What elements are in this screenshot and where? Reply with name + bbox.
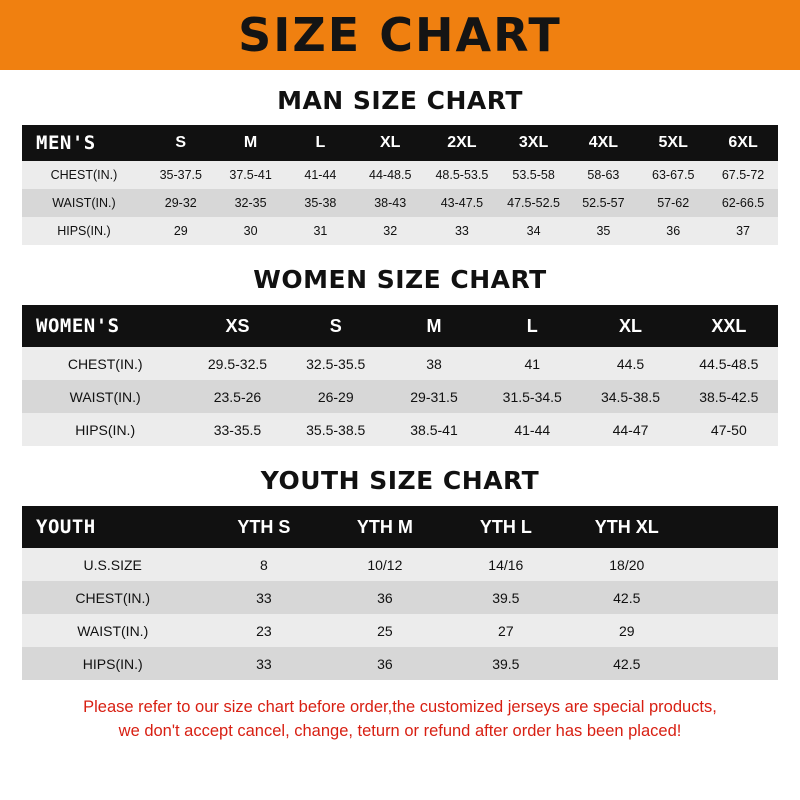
column-header: 3XL xyxy=(499,125,569,161)
table-cell: 36 xyxy=(324,647,445,680)
table-cell: 41 xyxy=(483,347,581,380)
column-header: S xyxy=(146,125,216,161)
table-cell: 29 xyxy=(566,614,687,647)
row-label: CHEST(IN.) xyxy=(22,161,146,189)
table-cell: 41-44 xyxy=(285,161,355,189)
row-label: HIPS(IN.) xyxy=(22,413,188,446)
content-area xyxy=(0,86,800,744)
table-cell: 33 xyxy=(425,217,499,245)
table-cell: 23 xyxy=(203,614,324,647)
row-label: WAIST(IN.) xyxy=(22,614,203,647)
table-cell-spacer xyxy=(687,548,778,581)
table-cell-spacer xyxy=(687,581,778,614)
column-header: L xyxy=(483,305,581,347)
youth-section-title: YOUTH SIZE CHART xyxy=(260,466,540,495)
table-row xyxy=(22,413,778,446)
column-header: XXL xyxy=(680,305,778,347)
column-header: L xyxy=(285,125,355,161)
page-title: SIZE CHART xyxy=(238,8,562,62)
table-cell: 29-32 xyxy=(146,189,216,217)
row-label: HIPS(IN.) xyxy=(22,647,203,680)
table-cell: 53.5-58 xyxy=(499,161,569,189)
column-header: YTH XL xyxy=(566,506,687,548)
table-cell: 58-63 xyxy=(568,161,638,189)
column-header: M xyxy=(385,305,483,347)
column-header: MEN'S xyxy=(22,125,146,161)
table-cell: 32.5-35.5 xyxy=(287,347,385,380)
row-label: CHEST(IN.) xyxy=(22,347,188,380)
table-cell: 57-62 xyxy=(638,189,708,217)
table-cell: 39.5 xyxy=(445,581,566,614)
table-row xyxy=(22,217,778,245)
table-row xyxy=(22,548,778,581)
table-cell: 31.5-34.5 xyxy=(483,380,581,413)
table-cell: 43-47.5 xyxy=(425,189,499,217)
table-cell: 38.5-42.5 xyxy=(680,380,778,413)
table-cell: 37 xyxy=(708,217,778,245)
table-row xyxy=(22,581,778,614)
table-cell: 35.5-38.5 xyxy=(287,413,385,446)
table-cell: 35-37.5 xyxy=(146,161,216,189)
table-cell: 47.5-52.5 xyxy=(499,189,569,217)
table-cell: 31 xyxy=(285,217,355,245)
man-section-title: MAN SIZE CHART xyxy=(277,86,523,115)
column-header: YTH M xyxy=(324,506,445,548)
table-cell: 42.5 xyxy=(566,581,687,614)
women-section-title: WOMEN SIZE CHART xyxy=(253,265,547,294)
row-label: HIPS(IN.) xyxy=(22,217,146,245)
column-header: 5XL xyxy=(638,125,708,161)
table-row xyxy=(22,347,778,380)
table-cell: 29-31.5 xyxy=(385,380,483,413)
footnote-line-1: Please refer to our size chart before order,the customized jerseys are special products, xyxy=(83,698,717,716)
table-cell: 48.5-53.5 xyxy=(425,161,499,189)
column-header: XL xyxy=(581,305,679,347)
table-row xyxy=(22,161,778,189)
column-header: 6XL xyxy=(708,125,778,161)
women-size-table xyxy=(22,305,778,446)
table-cell: 34.5-38.5 xyxy=(581,380,679,413)
column-header: 4XL xyxy=(568,125,638,161)
row-label: WAIST(IN.) xyxy=(22,380,188,413)
column-header: YTH L xyxy=(445,506,566,548)
table-cell: 38 xyxy=(385,347,483,380)
youth-size-table xyxy=(22,506,778,680)
table-cell: 62-66.5 xyxy=(708,189,778,217)
table-cell-spacer xyxy=(687,647,778,680)
table-cell: 42.5 xyxy=(566,647,687,680)
table-cell: 32 xyxy=(355,217,425,245)
table-cell: 44.5-48.5 xyxy=(680,347,778,380)
table-cell: 37.5-41 xyxy=(216,161,286,189)
table-cell: 26-29 xyxy=(287,380,385,413)
table-cell: 44-48.5 xyxy=(355,161,425,189)
header-banner xyxy=(0,0,800,70)
table-cell: 67.5-72 xyxy=(708,161,778,189)
table-cell: 36 xyxy=(324,581,445,614)
column-header: XL xyxy=(355,125,425,161)
table-cell: 29 xyxy=(146,217,216,245)
table-cell: 23.5-26 xyxy=(188,380,286,413)
row-label: U.S.SIZE xyxy=(22,548,203,581)
table-cell: 33 xyxy=(203,581,324,614)
table-cell: 44-47 xyxy=(581,413,679,446)
column-header: S xyxy=(287,305,385,347)
table-cell: 35-38 xyxy=(285,189,355,217)
column-header: YTH S xyxy=(203,506,324,548)
man-size-table xyxy=(22,125,778,245)
table-cell: 38-43 xyxy=(355,189,425,217)
column-header-spacer xyxy=(687,506,778,548)
table-cell: 63-67.5 xyxy=(638,161,708,189)
row-label: WAIST(IN.) xyxy=(22,189,146,217)
table-row xyxy=(22,614,778,647)
table-cell: 41-44 xyxy=(483,413,581,446)
table-cell: 8 xyxy=(203,548,324,581)
table-cell: 29.5-32.5 xyxy=(188,347,286,380)
table-cell: 10/12 xyxy=(324,548,445,581)
table-cell: 27 xyxy=(445,614,566,647)
table-cell: 18/20 xyxy=(566,548,687,581)
footnote-line-2: we don't accept cancel, change, teturn or refund after order has been placed! xyxy=(118,721,682,740)
table-header-row xyxy=(22,506,778,548)
column-header: M xyxy=(216,125,286,161)
table-cell: 52.5-57 xyxy=(568,189,638,217)
footnote xyxy=(22,696,778,744)
column-header: 2XL xyxy=(425,125,499,161)
table-cell: 35 xyxy=(568,217,638,245)
table-cell: 33-35.5 xyxy=(188,413,286,446)
table-row xyxy=(22,380,778,413)
table-cell: 36 xyxy=(638,217,708,245)
column-header: WOMEN'S xyxy=(22,305,188,347)
table-cell: 39.5 xyxy=(445,647,566,680)
table-cell: 30 xyxy=(216,217,286,245)
table-cell: 33 xyxy=(203,647,324,680)
table-cell-spacer xyxy=(687,614,778,647)
table-cell: 32-35 xyxy=(216,189,286,217)
table-row xyxy=(22,647,778,680)
table-cell: 38.5-41 xyxy=(385,413,483,446)
table-header-row xyxy=(22,305,778,347)
table-header-row xyxy=(22,125,778,161)
table-row xyxy=(22,189,778,217)
row-label: CHEST(IN.) xyxy=(22,581,203,614)
column-header: YOUTH xyxy=(22,506,203,548)
table-cell: 14/16 xyxy=(445,548,566,581)
table-cell: 47-50 xyxy=(680,413,778,446)
column-header: XS xyxy=(188,305,286,347)
table-cell: 34 xyxy=(499,217,569,245)
table-cell: 44.5 xyxy=(581,347,679,380)
table-cell: 25 xyxy=(324,614,445,647)
